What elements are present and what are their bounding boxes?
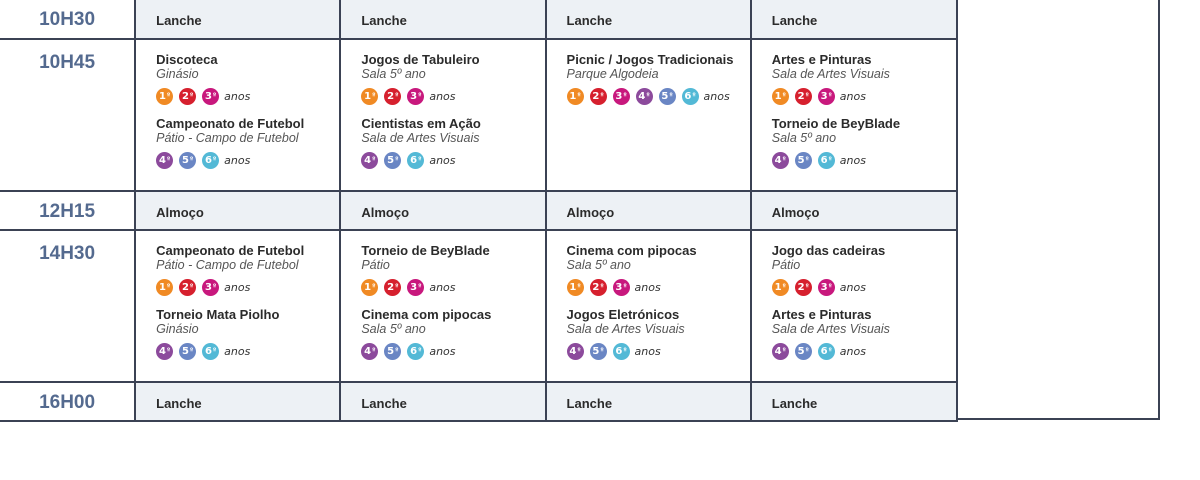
grade-badge: 1 $^º$ [567,88,584,105]
activity-location: Pátio [771,258,801,272]
anos-label: anos [224,89,251,103]
grade-badge: 5 $^º$ [795,343,812,360]
grade-badge: 5 $^º$ [179,152,196,169]
grade-badge: 5 $^º$ [659,88,676,105]
schedule-row [0,0,957,39]
grade-badge: 5 $^º$ [179,343,196,360]
grade-badges [361,151,544,169]
time-label: 10H45 [39,52,96,73]
grade-badge: 3 $^º$ [818,279,835,296]
break-cell [340,191,545,230]
anos-label: anos [634,344,661,358]
break-label: Almoço [156,205,204,220]
break-label: Lanche [566,396,613,411]
break-cell [546,191,751,230]
grade-badge: 6 $^º$ [202,152,219,169]
activity [772,307,956,360]
anos-label: anos [839,280,866,294]
activity [567,243,750,296]
grade-badge: 6 $^º$ [407,152,424,169]
break-cell [135,382,340,421]
activity-title: Discoteca [156,52,218,67]
time-label: 14H30 [39,243,96,264]
grade-badges [772,87,956,105]
schedule-row [0,230,957,382]
grade-badge: 4 $^º$ [636,88,653,105]
grade-badge: 2 $^º$ [179,279,196,296]
time-label: 16H00 [39,392,96,413]
grade-badge: 3 $^º$ [407,88,424,105]
grade-badge: 4 $^º$ [361,343,378,360]
anos-label: anos [839,153,866,167]
schedule-row [0,191,957,230]
activity [361,116,544,169]
grade-badge: 6 $^º$ [682,88,699,105]
activity-location: Pátio - Campo de Futebol [156,258,299,272]
grade-badges [772,342,956,360]
activity [772,52,956,105]
activity-title: Picnic / Jogos Tradicionais [566,52,734,67]
grade-badges [772,278,956,296]
activity [361,52,544,105]
activity-title: Torneio de BeyBlade [361,243,490,258]
time-label: 10H30 [39,9,96,30]
activity-location: Sala 5º ano [361,67,426,81]
grade-badge: 1 $^º$ [361,279,378,296]
activity [772,243,956,296]
grade-badge: 4 $^º$ [156,343,173,360]
grade-badge: 1 $^º$ [567,279,584,296]
grade-badge: 1 $^º$ [361,88,378,105]
activity-title: Cinema com pipocas [361,307,492,322]
activity-cell [546,230,751,382]
grade-badges [156,87,339,105]
activity-title: Artes e Pinturas [771,52,872,67]
activity [156,243,339,296]
grade-badges [567,87,750,105]
anos-label: anos [429,153,456,167]
activity-title: Artes e Pinturas [771,307,872,322]
activity-location: Sala 5º ano [771,131,837,145]
activity-cell [135,39,340,191]
activity-title: Campeonato de Futebol [156,243,305,258]
activity-cell [340,39,545,191]
time-cell [0,191,135,230]
time-cell [0,230,135,382]
break-label: Lanche [156,13,202,28]
grade-badge: 2 $^º$ [384,88,401,105]
activity [361,243,544,296]
grade-badge: 2 $^º$ [590,279,607,296]
grade-badges [156,151,339,169]
grade-badges [361,278,544,296]
activity-cell [546,39,751,191]
activity-location: Ginásio [156,322,199,336]
activity-location: Sala 5º ano [361,322,426,336]
grade-badges [156,342,339,360]
grade-badge: 4 $^º$ [772,152,789,169]
activity-cell [135,230,340,382]
activity-title: Campeonato de Futebol [156,116,305,131]
grade-badge: 3 $^º$ [818,88,835,105]
grade-badge: 5 $^º$ [795,152,812,169]
grade-badge: 3 $^º$ [202,279,219,296]
activity-title: Jogo das cadeiras [771,243,886,258]
anos-label: anos [224,344,251,358]
break-label: Lanche [361,13,407,28]
break-label: Lanche [771,13,818,28]
activity-location: Sala de Artes Visuais [566,322,685,336]
break-cell [751,0,957,39]
activity-location: Sala de Artes Visuais [361,131,480,145]
break-cell [340,0,545,39]
grade-badge: 1 $^º$ [156,88,173,105]
time-cell [0,39,135,191]
activity-location: Pátio - Campo de Futebol [156,131,299,145]
break-label: Almoço [566,205,615,220]
grade-badge: 2 $^º$ [384,279,401,296]
activity [156,307,339,360]
anos-label: anos [703,89,730,103]
grade-badge: 2 $^º$ [795,88,812,105]
anos-label: anos [429,280,456,294]
anos-label: anos [429,89,456,103]
activity-location: Ginásio [156,67,199,81]
grade-badge: 5 $^º$ [384,152,401,169]
grade-badge: 1 $^º$ [156,279,173,296]
grade-badge: 4 $^º$ [772,343,789,360]
grade-badge: 3 $^º$ [613,88,630,105]
activity-title: Jogos de Tabuleiro [361,52,480,67]
activity-title: Cinema com pipocas [566,243,697,258]
grade-badge: 6 $^º$ [613,343,630,360]
activity-title: Torneio Mata Piolho [156,307,280,322]
activity-cell [751,39,957,191]
grade-badge: 3 $^º$ [202,88,219,105]
break-label: Lanche [156,396,202,411]
activity [156,116,339,169]
activity [567,52,750,105]
break-cell [546,0,751,39]
activity-cell [751,230,957,382]
anos-label: anos [839,89,866,103]
activity-title: Cientistas em Ação [361,116,481,131]
grade-badge: 4 $^º$ [361,152,378,169]
grade-badges [772,151,956,169]
activity-title: Jogos Eletrónicos [566,307,680,322]
activity [361,307,544,360]
break-cell [135,191,340,230]
grade-badge: 2 $^º$ [795,279,812,296]
grade-badges [567,278,750,296]
activity [772,116,956,169]
activity-title: Torneio de BeyBlade [771,116,901,131]
anos-label: anos [224,280,251,294]
activity-cell [340,230,545,382]
grade-badges [361,87,544,105]
time-cell [0,382,135,421]
break-cell [135,0,340,39]
time-label: 12H15 [39,201,96,222]
grade-badge: 5 $^º$ [590,343,607,360]
break-cell [340,382,545,421]
grade-badge: 3 $^º$ [407,279,424,296]
grade-badge: 6 $^º$ [202,343,219,360]
grade-badge: 4 $^º$ [156,152,173,169]
anos-label: anos [429,344,456,358]
grade-badge: 3 $^º$ [613,279,630,296]
activity-location: Pátio [361,258,390,272]
grade-badge: 2 $^º$ [179,88,196,105]
activity [156,52,339,105]
grade-badges [156,278,339,296]
grade-badges [567,342,750,360]
anos-label: anos [634,280,661,294]
break-label: Lanche [566,13,613,28]
grade-badge: 6 $^º$ [818,152,835,169]
time-cell [0,0,135,39]
break-label: Almoço [771,205,820,220]
grade-badge: 6 $^º$ [818,343,835,360]
grade-badge: 1 $^º$ [772,88,789,105]
anos-label: anos [839,344,866,358]
grade-badge: 4 $^º$ [567,343,584,360]
activity-location: Sala 5º ano [566,258,631,272]
break-cell [751,191,957,230]
break-label: Lanche [771,396,818,411]
activity-location: Parque Algodeia [566,67,659,81]
break-cell [751,382,957,421]
grade-badge: 1 $^º$ [772,279,789,296]
break-label: Lanche [361,396,407,411]
schedule-row [0,39,957,191]
grade-badge: 2 $^º$ [590,88,607,105]
grade-badge: 5 $^º$ [384,343,401,360]
activity [567,307,750,360]
anos-label: anos [224,153,251,167]
break-label: Almoço [361,205,410,220]
grade-badges [361,342,544,360]
break-cell [546,382,751,421]
activity-location: Sala de Artes Visuais [771,322,890,336]
activity-location: Sala de Artes Visuais [771,67,890,81]
grade-badge: 6 $^º$ [407,343,424,360]
schedule-row [0,382,957,421]
